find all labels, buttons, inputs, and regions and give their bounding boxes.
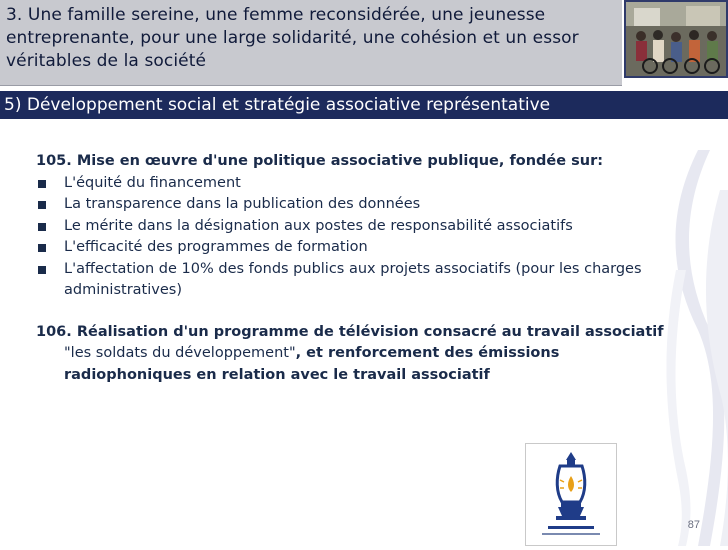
header-photo <box>624 0 728 78</box>
bullet-square-icon <box>38 180 46 188</box>
list-item: L'efficacité des programmes de formation <box>36 237 666 259</box>
item-105-bullet-list <box>36 173 666 302</box>
item-106-bold-end: , et renforcement des émissions radiophoniques en relation avec le travail associatif <box>64 345 560 383</box>
bullet-square-icon <box>38 244 46 252</box>
section-title-bar <box>0 91 728 119</box>
item-106-quote: "les soldats du développement" <box>64 345 296 361</box>
item-106-bold-start: 106. Réalisation d'un programme de télévision consacré au travail associatif <box>36 323 664 340</box>
bullet-square-icon <box>38 223 46 231</box>
list-item: L'équité du financement <box>36 173 666 195</box>
item-105-title: 105. Mise en œuvre d'une politique associative publique, fondée sur: <box>36 153 604 169</box>
header-title: 3. Une famille sereine, une femme reconsidérée, une jeunesse entreprenante, pour une large solidarité, une cohésion et un essor véritables de la société <box>6 5 579 71</box>
list-item: La transparence dans la publication des données <box>36 194 666 216</box>
party-logo <box>525 443 617 546</box>
section-title: 5) Développement social et stratégie associative représentative <box>4 95 551 115</box>
list-item: Le mérite dans la désignation aux postes de responsabilité associatifs <box>36 216 666 238</box>
bullet-square-icon <box>38 201 46 209</box>
bullet-square-icon <box>38 266 46 274</box>
decorative-bars <box>658 150 728 546</box>
list-item: L'affectation de 10% des fonds publics aux projets associatifs (pour les charges administratives) <box>36 259 666 302</box>
page-number: 87 <box>687 519 700 531</box>
slide-header <box>0 0 622 86</box>
item-106-paragraph <box>36 322 666 387</box>
slide-content <box>36 151 666 386</box>
